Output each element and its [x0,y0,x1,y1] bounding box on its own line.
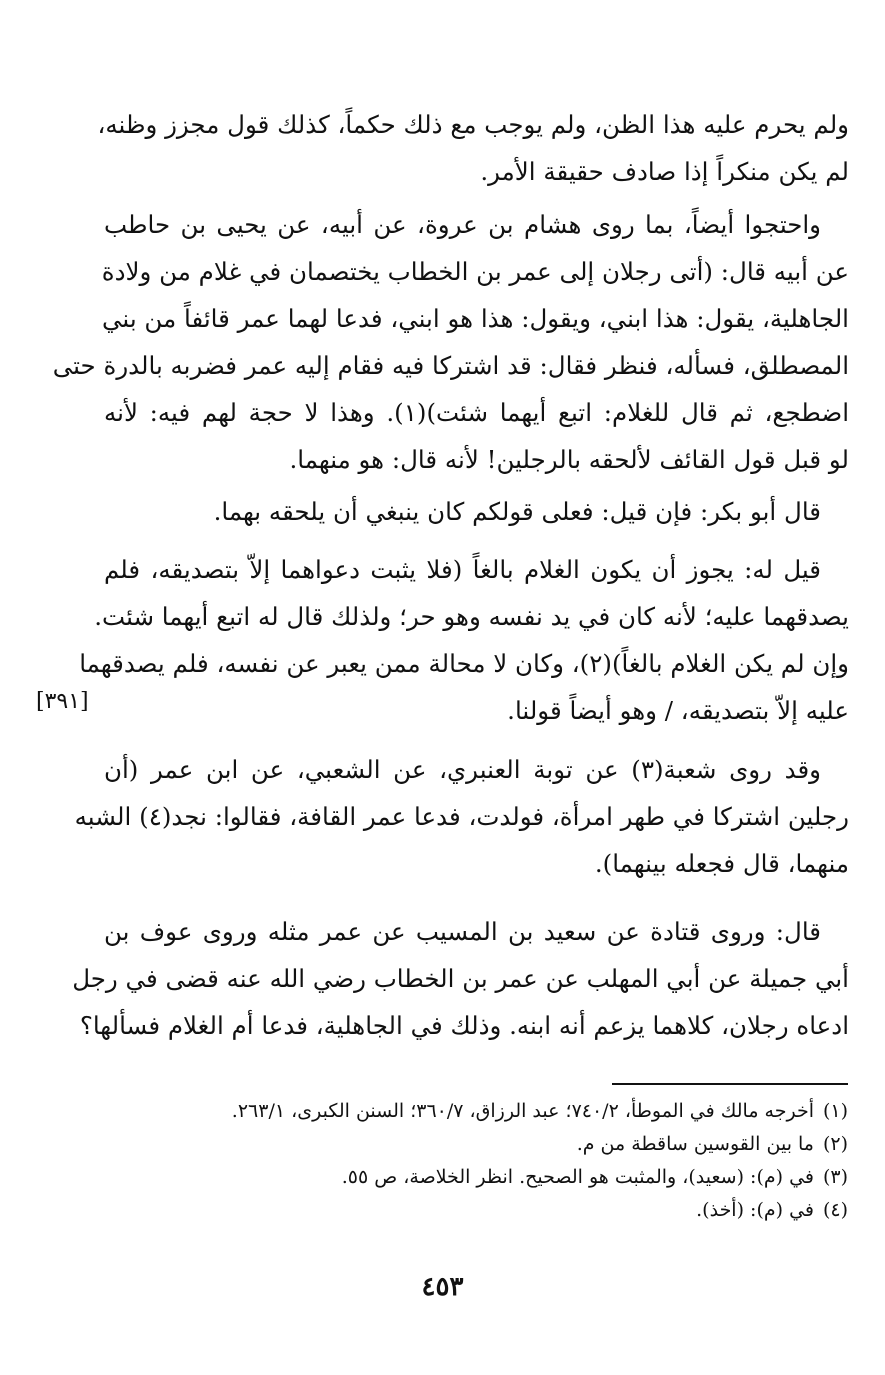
text-line: منهما، قال فجعله بينهما). [594,849,849,878]
paragraph-4 [79,546,849,734]
footnote-1 [120,1095,848,1128]
paragraph-1 [97,101,849,195]
text-line: وقد روى شعبة(٣) عن توبة العنبري، عن الشعبي، عن ابن عمر (أن [104,755,821,784]
text-line: أبي جميلة عن أبي المهلب عن عمر بن الخطاب رضي الله عنه قضى في رجل [72,964,849,993]
footnote-text: ما بين القوسين ساقطة من م. [576,1133,814,1155]
text-line: لم يكن منكراً إذا صادف حقيقة الأمر. [480,157,849,186]
footnote-text: أخرجه مالك في الموطأ، ٧٤٠/٢؛ عبد الرزاق، ٣٦٠/٧؛ السنن الكبرى، ٢٦٣/١. [231,1100,814,1122]
text-line: المصطلق، فسأله، فنظر فقال: قد اشتركا فيه فقام إليه عمر فضربه بالدرة حتى [52,351,849,380]
text-line: قال أبو بكر: فإن قيل: فعلى قولكم كان ينبغي أن يلحقه بهما. [213,497,821,526]
text-line: قيل له: يجوز أن يكون الغلام بالغاً (فلا يثبت دعواهما إلاّ بتصديقه، فلم [104,555,821,584]
text-line: ولم يحرم عليه هذا الظن، ولم يوجب مع ذلك حكماً، كذلك قول مجزز وظنه، [97,110,849,139]
footnote-text: في (م): (أخذ). [696,1199,814,1221]
footnote-2 [120,1128,848,1161]
paragraph-6 [72,908,849,1049]
footnote-separator [612,1083,848,1085]
footnotes [120,1095,848,1227]
paragraph-3 [104,488,849,535]
text-line: يصدقهما عليه؛ لأنه كان في يد نفسه وهو حر؛ ولذلك قال له اتبع أيهما شئت. [94,602,849,631]
footnote-text: في (م): (سعيد)، والمثبت هو الصحيح. انظر الخلاصة، ص ٥٥. [341,1166,814,1188]
page-number: ٤٥٣ [421,1272,464,1302]
footnote-number: (١) [822,1100,848,1122]
text-line: وإن لم يكن الغلام بالغاً)(٢)، وكان لا محالة ممن يعبر عن نفسه، فلم يصدقهما [79,649,849,678]
text-line: ادعاه رجلان، كلاهما يزعم أنه ابنه. وذلك في الجاهلية، فدعا أم الغلام فسألها؟ [79,1011,849,1040]
paragraph-2 [52,201,849,483]
text-line: لو قبل قول القائف لألحقه بالرجلين! لأنه قال: هو منهما. [289,445,849,474]
text-line: عن أبيه قال: (أتى رجلان إلى عمر بن الخطاب يختصمان في غلام من ولادة [101,257,849,286]
footnote-3 [120,1161,848,1194]
text-line: قال: وروى قتادة عن سعيد بن المسيب عن عمر مثله وروى عوف بن [104,917,821,946]
footnote-number: (٤) [822,1199,848,1221]
text-line: اضطجع، ثم قال للغلام: اتبع أيهما شئت)(١). وهذا لا حجة لهم فيه: لأنه [104,398,849,427]
text-line: رجلين اشتركا في طهر امرأة، فولدت، فدعا عمر القافة، فقالوا: نجد(٤) الشبه [74,802,849,831]
text-line: واحتجوا أيضاً، بما روى هشام بن عروة، عن أبيه، عن يحيى بن حاطب [104,210,821,239]
paragraph-5 [74,746,849,887]
text-line: عليه إلاّ بتصديقه، / وهو أيضاً قولنا. [507,696,849,725]
footnote-4 [120,1194,848,1227]
footnote-number: (٣) [822,1166,848,1188]
margin-page-reference: [٣٩١] [36,689,89,714]
text-line: الجاهلية، يقول: هذا ابني، ويقول: هذا هو ابني، فدعا لهما عمر قائفاً من بني [102,304,849,333]
footnote-number: (٢) [822,1133,848,1155]
